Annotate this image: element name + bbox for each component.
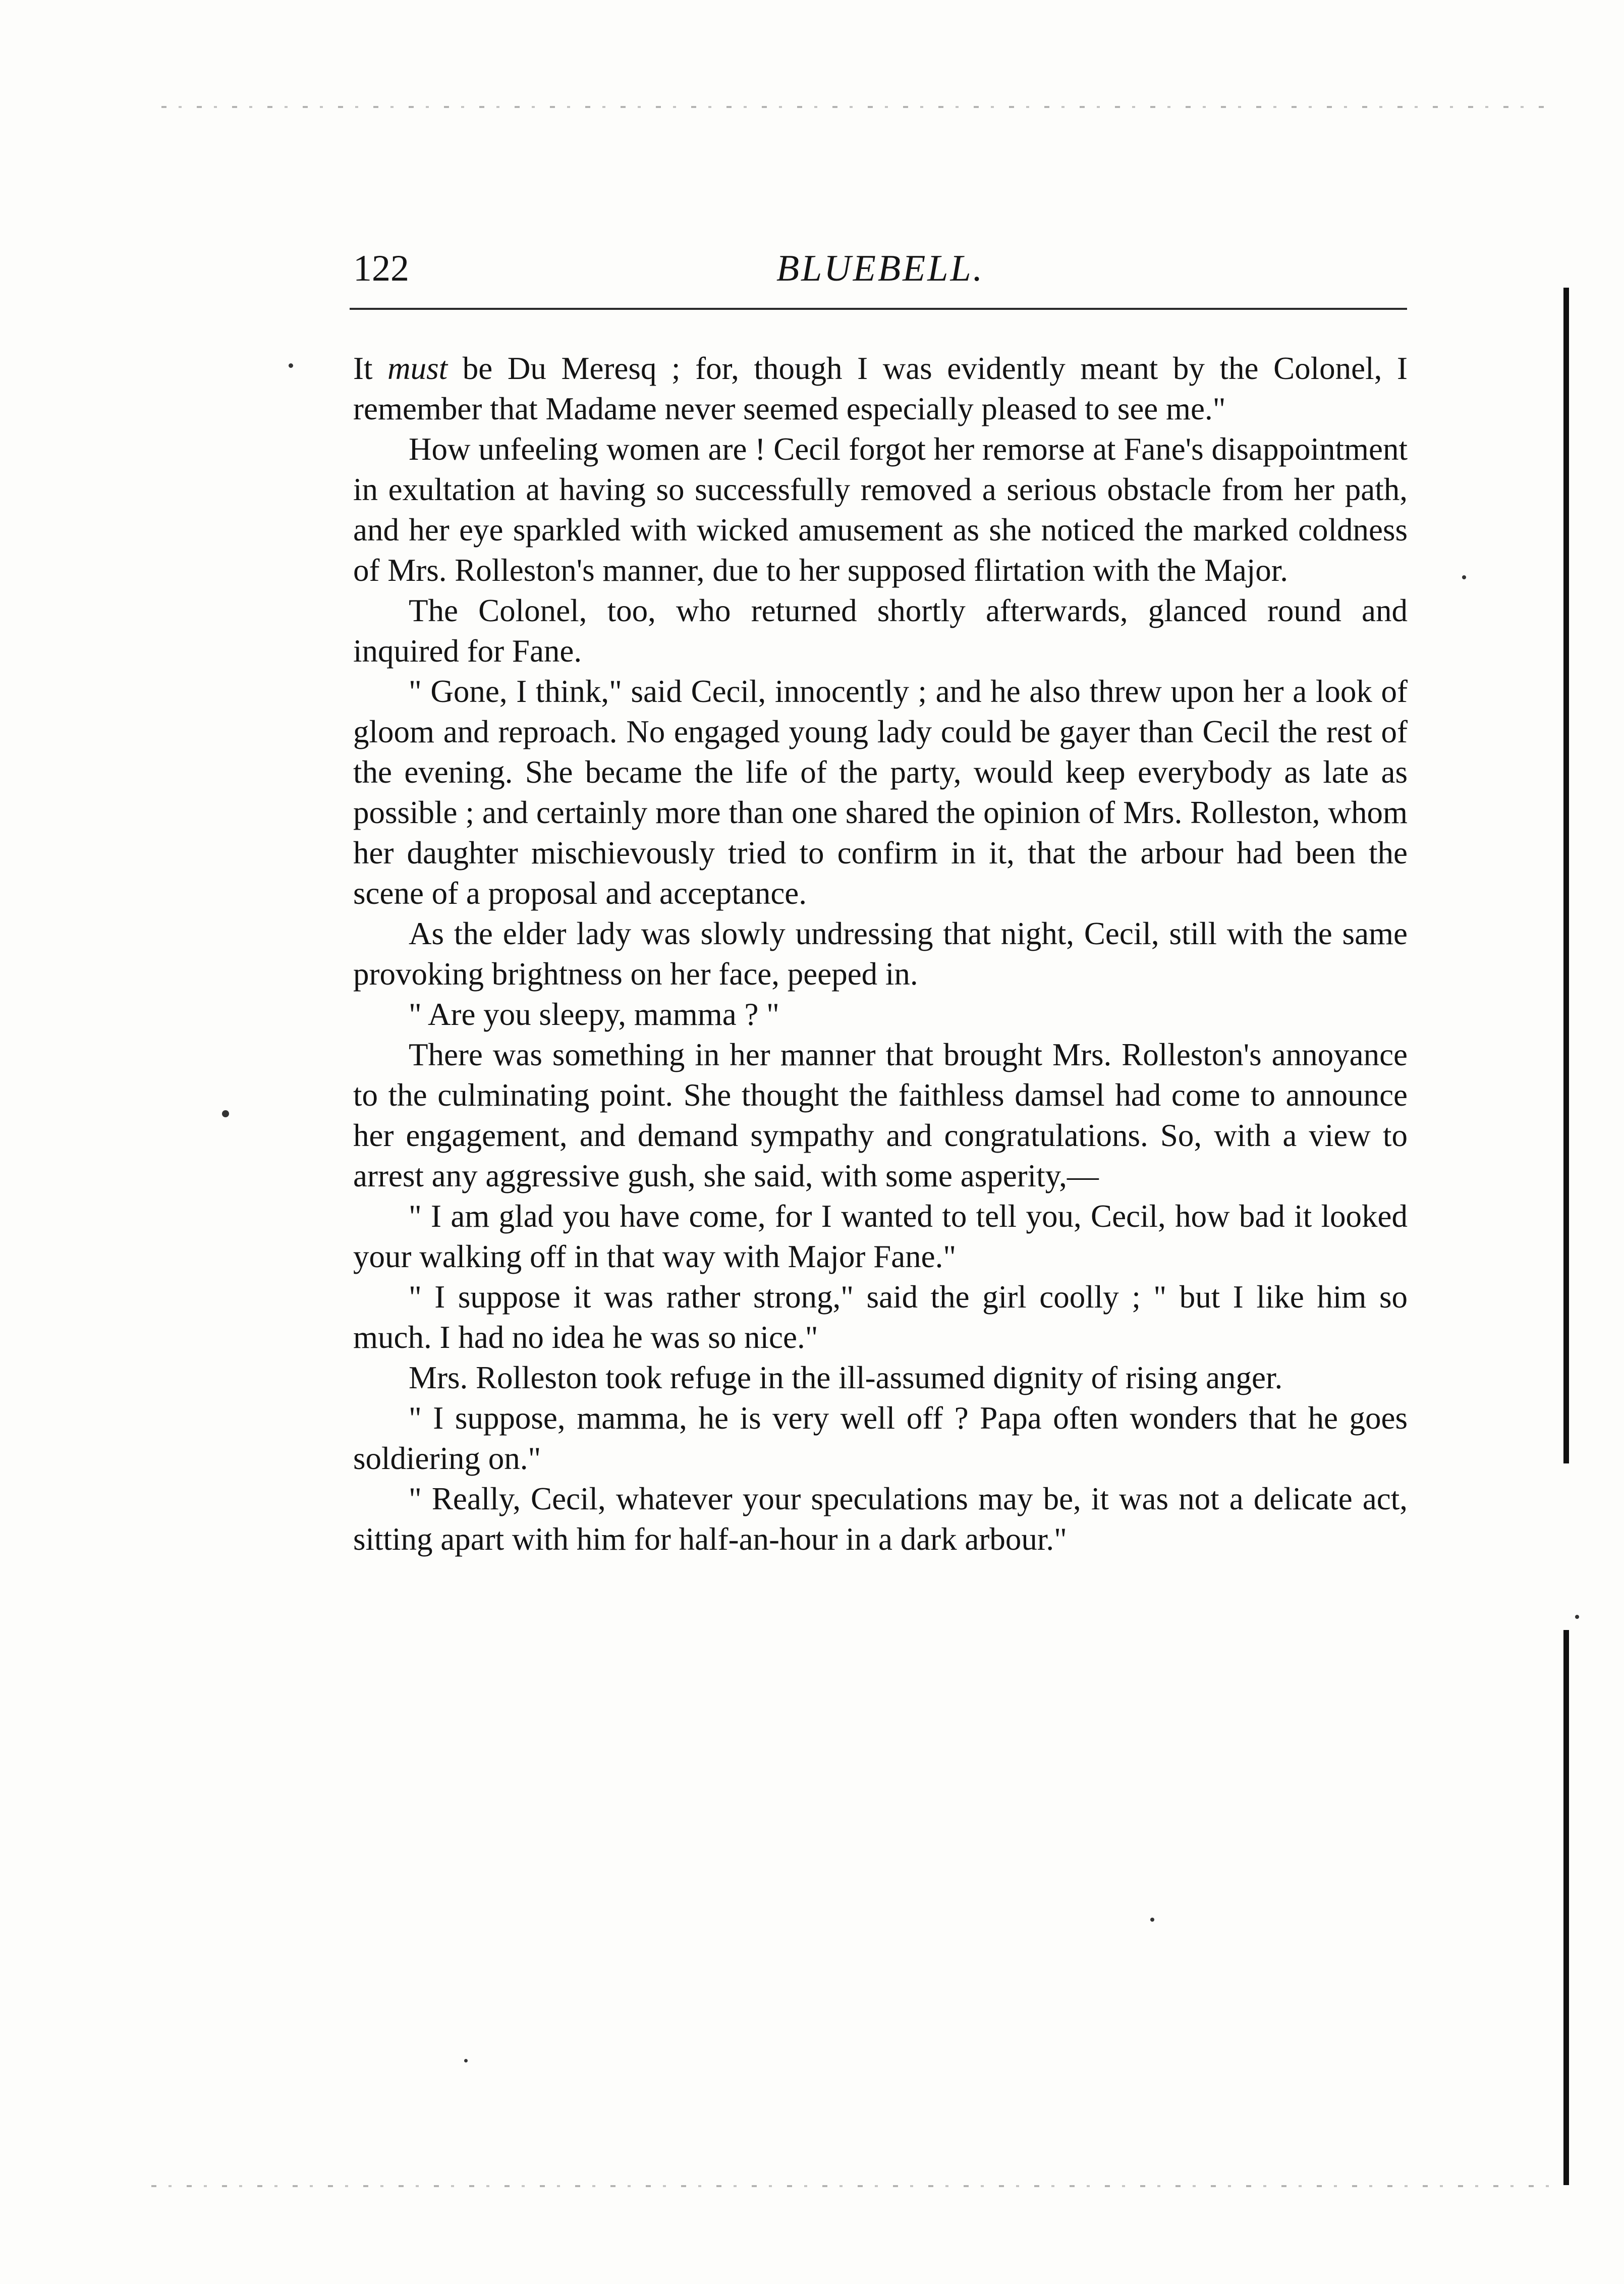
paragraph: " Are you sleepy, mamma ? " xyxy=(409,997,779,1032)
paragraph: " I suppose, mamma, he is very well off ? Papa often wonders that he goes soldiering on." xyxy=(353,1400,1408,1476)
running-head: BLUEBELL. xyxy=(776,248,985,289)
paragraph: There was something in her manner that brought Mrs. Rolleston's annoyance to the culminating point. She thought the faithless damsel had come to announce her engagement, and demand sympathy and congratulations. So, with a view to arrest any aggressive gush, she said, with some asperity,— xyxy=(353,1037,1408,1193)
emphasis: must xyxy=(387,351,448,386)
paragraph: Mrs. Rolleston took refuge in the ill-assumed dignity of rising anger. xyxy=(409,1360,1283,1395)
header-rule xyxy=(350,308,1407,310)
paragraph: " Really, Cecil, whatever your speculations may be, it was not a delicate act, sitting apart with him for half-an-hour in a dark arbour." xyxy=(353,1481,1408,1557)
paragraph: It must be Du Meresq ; for, though I was evidently meant by the Colonel, I remember that Madame never seemed especially pleased to see me." xyxy=(353,351,1408,426)
paragraph: As the elder lady was slowly undressing that night, Cecil, still with the same provoking brightness on her face, peeped in. xyxy=(353,916,1408,992)
paragraph: " Gone, I think," said Cecil, innocently ; and he also threw upon her a look of gloom and reproach. No engaged young lady could be gayer than Cecil the rest of the evening. She became the life of the party, would keep everybody as late as possible ; and certainly more than one shared the opinion of Mrs. Rolleston, whom her daughter mischievously tried to confirm in it, that the arbour had been the scene of a proposal and acceptance. xyxy=(353,674,1408,911)
scan-speck xyxy=(289,363,293,368)
scan-speck xyxy=(464,2059,468,2062)
scan-edge-bar-upper xyxy=(1563,288,1569,1463)
scan-speck xyxy=(222,1110,229,1117)
scan-speck xyxy=(1462,575,1466,579)
scan-noise-bottom xyxy=(151,2185,1554,2187)
paragraph: " I suppose it was rather strong," said the girl coolly ; " but I like him so much. I had no idea he was so nice." xyxy=(353,1279,1408,1355)
scan-speck xyxy=(1150,1918,1154,1922)
paragraph: How unfeeling women are ! Cecil forgot her remorse at Fane's disappointment in exultation at having so successfully removed a serious obstacle from her path, and her eye sparkled with wicked amusement as she noticed the marked coldness of Mrs. Rolleston's manner, due to her supposed flirtation with the Major. xyxy=(353,431,1408,588)
body-text xyxy=(353,348,1408,1559)
page-header xyxy=(353,227,1408,298)
paragraph: " I am glad you have come, for I wanted to tell you, Cecil, how bad it looked your walking off in that way with Major Fane." xyxy=(353,1199,1408,1274)
scan-edge-bar-lower xyxy=(1563,1630,1569,2185)
page-number: 122 xyxy=(353,248,409,289)
scan-speck xyxy=(1575,1615,1579,1619)
paragraph: The Colonel, too, who returned shortly afterwards, glanced round and inquired for Fane. xyxy=(353,593,1408,669)
scan-noise-top xyxy=(161,106,1549,108)
